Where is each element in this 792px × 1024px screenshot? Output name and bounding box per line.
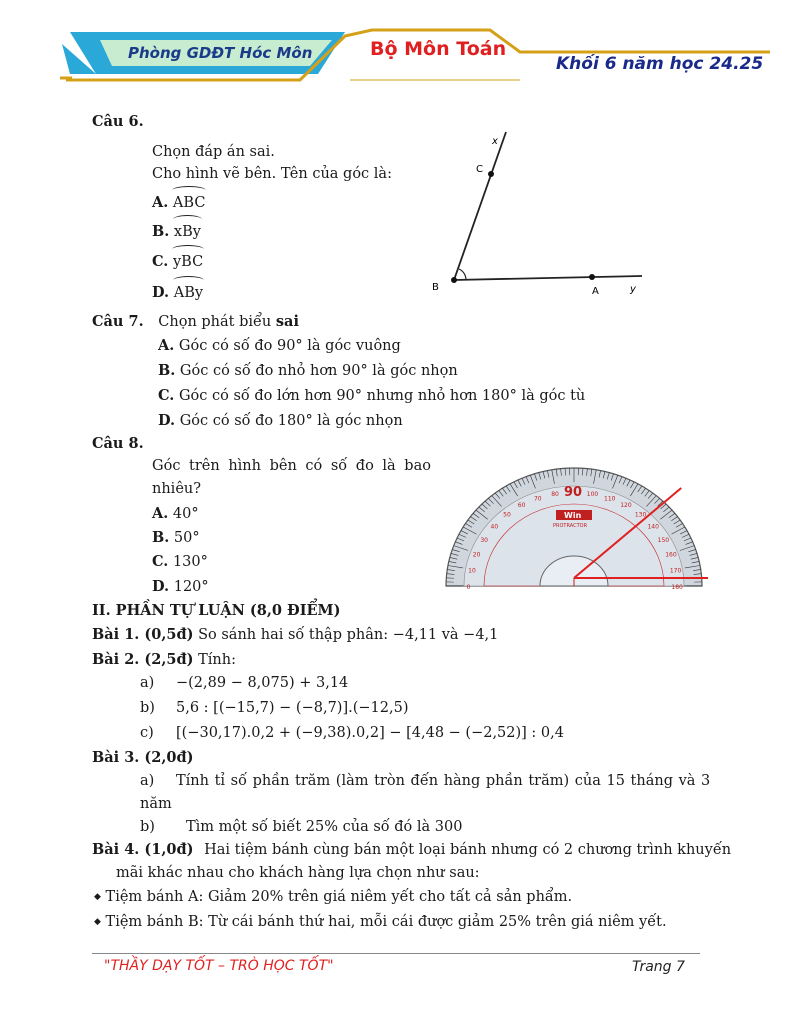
q6-line1: Chọn đáp án sai. xyxy=(152,144,275,160)
part2-title: II. PHẦN TỰ LUẬN (8,0 ĐIỂM) xyxy=(92,602,341,619)
protractor-scale-label: 180 xyxy=(671,584,683,591)
q8-option-d: D. 120° xyxy=(152,578,209,595)
q8-option-c: C. 130° xyxy=(152,553,208,570)
protractor-scale-label: 80 xyxy=(551,491,559,499)
protractor-center-label: 90 xyxy=(564,485,583,500)
q7-option-b: B. Góc có số đo nhỏ hơn 90° là góc nhọn xyxy=(158,362,458,379)
header-center-title: Bộ Môn Toán xyxy=(370,38,507,60)
protractor-scale-label: 140 xyxy=(647,523,659,531)
protractor-scale-label: 50 xyxy=(503,511,511,519)
protractor-figure xyxy=(440,462,710,594)
bai4-bullet-2: ◆ Tiệm bánh B: Từ cái bánh thứ hai, mỗi cái được giảm 25% trên giá niêm yết. xyxy=(94,914,667,930)
bai3-item-b: b) Tìm một số biết 25% của số đó là 300 xyxy=(140,819,463,835)
protractor-scale-label: 150 xyxy=(657,536,670,544)
bai3-title: Bài 3. (2,0đ) xyxy=(92,749,194,766)
q7-prompt-row: Câu 7. Chọn phát biểu sai xyxy=(92,313,299,330)
protractor-scale-label: 160 xyxy=(665,551,677,559)
header-left-title: Phòng GDĐT Hóc Môn xyxy=(128,44,313,62)
figure-label-a: A xyxy=(592,286,599,297)
bai3-item-a: a) Tính tỉ số phần trăm (làm tròn đến hàng phần trăm) của 15 tháng và 3 xyxy=(140,773,711,789)
header-right-title: Khối 6 năm học 24.25 xyxy=(556,54,764,74)
figure-label-x: x xyxy=(492,136,498,147)
protractor-scale-label: 110 xyxy=(604,495,616,503)
angle-figure xyxy=(420,128,650,298)
figure-label-c: C xyxy=(476,164,483,175)
q6-line2: Cho hình vẽ bên. Tên của góc là: xyxy=(152,166,392,182)
footer-page-number: Trang 7 xyxy=(632,959,685,975)
figure-label-b: B xyxy=(432,282,439,293)
bai1: Bài 1. (0,5đ) So sánh hai số thập phân: −4,11 và −4,1 xyxy=(92,626,499,643)
bai3-item-a-cont: năm xyxy=(140,796,172,812)
bai2-title-row: Bài 2. (2,5đ) Tính: xyxy=(92,651,236,668)
protractor-scale-label: 120 xyxy=(620,502,632,510)
footer-slogan: "THẦY DẠY TỐT – TRÒ HỌC TỐT" xyxy=(104,958,334,974)
q8-option-a: A. 40° xyxy=(152,505,199,522)
bai4-title-row: Bài 4. (1,0đ) Hai tiệm bánh cùng bán một loại bánh nhưng có 2 chương trình khuyến xyxy=(92,841,732,858)
protractor-scale-label: 70 xyxy=(533,495,542,503)
bai2-item-b: b) 5,6 : [(−15,7) − (−8,7)].(−12,5) xyxy=(140,700,409,716)
diamond-bullet-icon: ◆ xyxy=(94,892,101,902)
q6-option-c: C. yBC xyxy=(152,249,203,272)
q8-title: Câu 8. xyxy=(92,435,144,452)
bai4-bullet-1: ◆ Tiệm bánh A: Giảm 20% trên giá niêm yết cho tất cả sản phẩm. xyxy=(94,889,573,905)
protractor-scale-label: 20 xyxy=(472,551,481,559)
protractor-name: PROTRACTOR xyxy=(553,523,588,529)
footer-divider xyxy=(92,953,700,954)
q6-option-d: D. ABy xyxy=(152,280,203,303)
protractor-scale-label: 130 xyxy=(634,511,647,519)
protractor-scale-label: 10 xyxy=(468,567,476,575)
protractor-scale-label: 30 xyxy=(480,536,488,544)
bai2-item-c: c) [(−30,17).0,2 + (−9,38).0,2] − [4,48 − (−2,52)] : 0,4 xyxy=(140,725,564,741)
protractor-scale-label: 0 xyxy=(466,584,471,591)
q6-title: Câu 6. xyxy=(92,113,144,130)
q6-option-b: B. xBy xyxy=(152,219,201,242)
q7-option-c: C. Góc có số đo lớn hơn 90° nhưng nhỏ hơn 180° là góc tù xyxy=(158,387,586,404)
q8-option-b: B. 50° xyxy=(152,529,200,546)
protractor-scale-label: 40 xyxy=(490,523,499,531)
q8-line2: nhiêu? xyxy=(152,481,202,497)
q7-option-a: A. Góc có số đo 90° là góc vuông xyxy=(158,337,401,354)
bai2-item-a: a) −(2,89 − 8,075) + 3,14 xyxy=(140,675,349,691)
figure-label-y: y xyxy=(630,284,636,295)
bai4-line2: mãi khác nhau cho khách hàng lựa chọn như sau: xyxy=(116,865,480,881)
q7-option-d: D. Góc có số đo 180° là góc nhọn xyxy=(158,412,403,429)
q6-option-a: A. ABC xyxy=(152,190,205,213)
page-header xyxy=(0,0,792,90)
protractor-scale-label: 60 xyxy=(517,502,526,510)
diamond-bullet-icon: ◆ xyxy=(94,917,101,927)
protractor-scale-label: 170 xyxy=(669,567,682,575)
q8-line1: Góc trên hình bên có số đo là bao xyxy=(152,458,431,474)
protractor-brand: Win xyxy=(564,511,582,520)
protractor-scale-label: 100 xyxy=(586,491,599,499)
